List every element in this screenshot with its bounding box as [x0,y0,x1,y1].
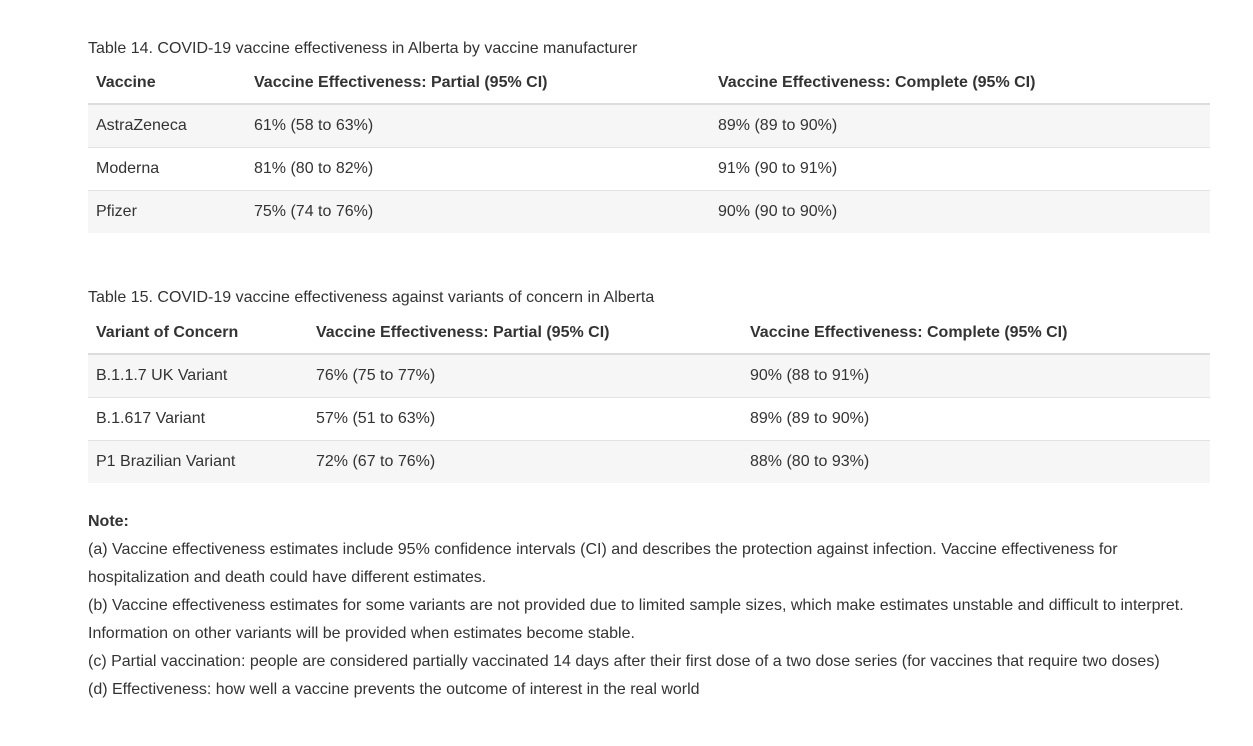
column-header-complete: Vaccine Effectiveness: Complete (95% CI) [710,62,1210,104]
table15-caption: Table 15. COVID-19 vaccine effectiveness against variants of concern in Alberta [88,289,655,306]
table-row [88,148,1210,191]
vaccine-manufacturer-table [88,62,1210,233]
partial-cell: 81% (80 to 82%) [254,160,374,177]
vaccine-cell: Moderna [96,160,160,177]
table-row [88,441,1210,484]
variant-cell: B.1.617 Variant [96,410,206,427]
variant-cell: B.1.1.7 UK Variant [96,367,228,384]
column-header-partial: Vaccine Effectiveness: Partial (95% CI) [308,312,742,354]
table-row [88,398,1210,441]
column-header-variant: Variant of Concern [88,312,308,354]
note-item: (a) Vaccine effectiveness estimates include 95% confidence intervals (CI) and describes the protection against infection. Vaccine effectiveness for hospitalization and death could have different estimates. [88,541,1118,586]
table-header-row [88,312,1210,354]
table14-caption: Table 14. COVID-19 vaccine effectiveness in Alberta by vaccine manufacturer [88,40,638,57]
complete-cell: 90% (88 to 91%) [750,367,870,384]
column-header-complete: Vaccine Effectiveness: Complete (95% CI) [742,312,1210,354]
variants-of-concern-table [88,312,1210,483]
complete-cell: 90% (90 to 90%) [718,203,838,220]
complete-cell: 91% (90 to 91%) [718,160,838,177]
partial-cell: 76% (75 to 77%) [316,367,436,384]
variant-cell: P1 Brazilian Variant [96,453,236,470]
column-header-vaccine: Vaccine [88,62,246,104]
note-item: (c) Partial vaccination: people are considered partially vaccinated 14 days after their first dose of a two dose series (for vaccines that require two doses) [88,653,1160,670]
vaccine-cell: Pfizer [96,203,137,220]
complete-cell: 88% (80 to 93%) [750,453,870,470]
note-item: (d) Effectiveness: how well a vaccine prevents the outcome of interest in the real world [88,681,700,698]
partial-cell: 75% (74 to 76%) [254,203,374,220]
complete-cell: 89% (89 to 90%) [750,410,870,427]
vaccine-cell: AstraZeneca [96,117,187,134]
table-row [88,104,1210,148]
table-row [88,354,1210,398]
table-header-row [88,62,1210,104]
complete-cell: 89% (89 to 90%) [718,117,838,134]
notes-title: Note: [88,513,129,530]
partial-cell: 57% (51 to 63%) [316,410,436,427]
column-header-partial: Vaccine Effectiveness: Partial (95% CI) [246,62,710,104]
table-row [88,191,1210,234]
notes-section [88,508,1198,704]
partial-cell: 72% (67 to 76%) [316,453,436,470]
note-item: (b) Vaccine effectiveness estimates for some variants are not provided due to limited sample sizes, which make estimates unstable and difficult to interpret. Information on other variants will be provided when estimates become stable. [88,597,1184,642]
partial-cell: 61% (58 to 63%) [254,117,374,134]
